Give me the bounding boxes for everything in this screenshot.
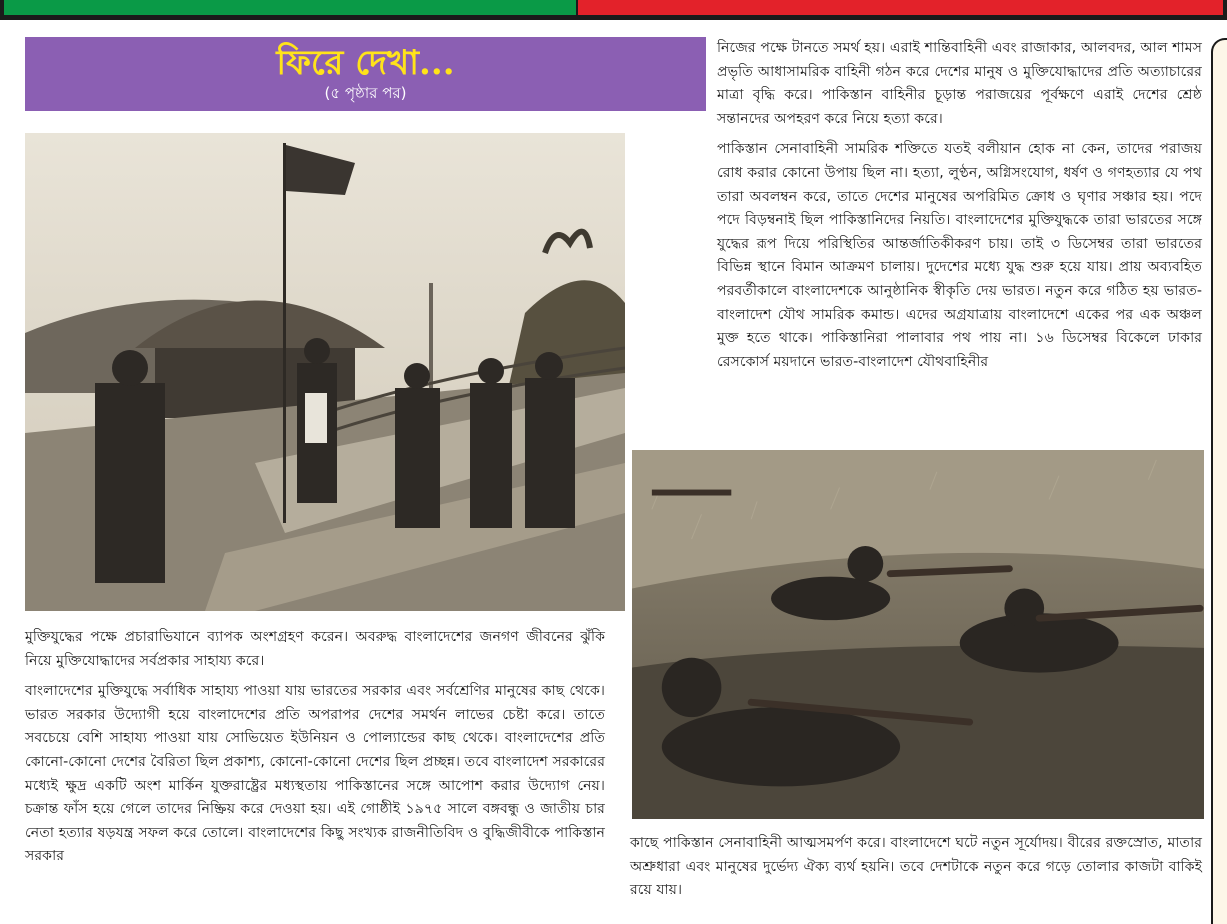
section-header [25, 37, 706, 111]
continuation-note: (৫ পৃষ্ঠার পর) [324, 84, 407, 102]
page-title: ফিরে দেখা... [276, 43, 455, 83]
article-column-top-right [717, 37, 1202, 381]
paragraph: পাকিস্তান সেনাবাহিনী সামরিক শক্তিতে যতই বলীয়ান হোক না কেন, তাদের পরাজয় রোধ করার কোনো উপায় ছিল না। হত্যা, লুণ্ঠন, অগ্নিসংযোগ, ধর্ষণ ও গণহত্যার যে পথ তারা অবলম্বন করে, তাতে দেশের মানুষের অপরিমিত ক্রোধ ও ঘৃণার সঞ্চার হয়। পদে পদে বিড়ম্বনাই ছিল পাকিস্তানিদের নিয়তি। বাংলাদেশের মুক্তিযুদ্ধকে তারা ভারতের সঙ্গে যুদ্ধের রূপ দিয়ে পরিস্থিতির আন্তর্জাতিকীকরণ চায়। তাই ৩ ডিসেম্বর তারা ভারতের বিভিন্ন স্থানে বিমান আক্রমণ চালায়। দুদেশের মধ্যে যুদ্ধ শুরু হয়ে যায়। প্রায় অব্যবহিত পরবর্তীকালে বাংলাদেশকে আনুষ্ঠানিক স্বীকৃতি দেয় ভারত। নতুন করে গঠিত হয় ভারত-বাংলাদেশ যৌথ সামরিক কমান্ড। এদের অগ্রযাত্রায় বাংলাদেশে একের পর এক অঞ্চল মুক্ত হতে থাকে। পাকিস্তানিরা পালাবার পথ পায় না। ১৬ ডিসেম্বর বিকেলে ঢাকার রেসকোর্স ময়দানে ভারত-বাংলাদেশ যৌথবাহিনীর [717, 141, 1202, 370]
article-column-bottom-left [25, 626, 605, 876]
article-column-bottom-right [630, 832, 1202, 910]
paragraph: কাছে পাকিস্তান সেনাবাহিনী আত্মসমর্পণ করে। বাংলাদেশে ঘটে নতুন সূর্যোদয়। বীরের রক্তস্রোত, মাতার অশ্রুধারা এবং মানুষের দুর্ভেদ্য ঐক্য ব্যর্থ হয়নি। তবে দেশটাকে নতুন করে গড়ে তোলার কাজটা বাকিই রয়ে যায়। [630, 835, 1202, 899]
paragraph: নিজের পক্ষে টানতে সমর্থ হয়। এরাই শান্তিবাহিনী এবং রাজাকার, আলবদর, আল শামস প্রভৃতি আধাসামরিক বাহিনী গঠন করে দেশের মানুষ ও মুক্তিযোদ্ধাদের প্রতি অত্যাচারের মাত্রা বৃদ্ধি করে। পাকিস্তান বাহিনীর চূড়ান্ত পরাজয়ের পূর্বক্ষণে এরাই দেশের শ্রেষ্ঠ সন্তানদের অপহরণ করে নিয়ে হত্যা করে। [717, 40, 1202, 127]
top-color-bar [0, 0, 1227, 20]
fighters-with-rifles-photo [628, 446, 1204, 819]
freedom-fighters-bridge-photo [25, 133, 625, 611]
paragraph: মুক্তিযুদ্ধের পক্ষে প্রচারাভিযানে ব্যাপক অংশগ্রহণ করেন। অবরুদ্ধ বাংলাদেশের জনগণ জীবনের ঝুঁকি নিয়ে মুক্তিযোদ্ধাদের সর্বপ্রকার সাহায্য করে। [25, 629, 605, 669]
top-bar-green [4, 0, 576, 15]
top-bar-red [578, 0, 1223, 15]
paragraph: বাংলাদেশের মুক্তিযুদ্ধে সর্বাধিক সাহায্য পাওয়া যায় ভারতের সরকার এবং সর্বশ্রেণির মানুষের কাছ থেকে। ভারত সরকার উদ্যোগী হয়ে বাংলাদেশের প্রতি অপরাপর দেশের সমর্থন লাভের চেষ্টা করে। তাতে সবচেয়ে বেশি সাহায্য পাওয়া যায় সোভিয়েত ইউনিয়ন ও পোল্যান্ডের কাছ থেকে। বাংলাদেশের প্রতি কোনো-কোনো দেশের বৈরিতা ছিল প্রকাশ্য, কোনো-কোনো দেশের ছিল প্রচ্ছন্ন। তবে বাংলাদেশ সরকারের মধ্যেই ক্ষুদ্র একটি অংশ মার্কিন যুক্তরাষ্ট্রের মধ্যস্থতায় পাকিস্তানের সঙ্গে আপোশ করার উদ্যোগ নেয়। চক্রান্ত ফাঁস হয়ে গেলে তাদের নিষ্ক্রিয় করে দেওয়া হয়। এই গোষ্ঠীই ১৯৭৫ সালে বঙ্গবন্ধু ও জাতীয় চার নেতা হত্যার ষড়যন্ত্র সফল করে তোলে। বাংলাদেশের কিছু সংখ্যক রাজনীতিবিদ ও বুদ্ধিজীবীকে পাকিস্তান সরকার [25, 683, 605, 865]
adjacent-panel-edge [1211, 38, 1227, 924]
